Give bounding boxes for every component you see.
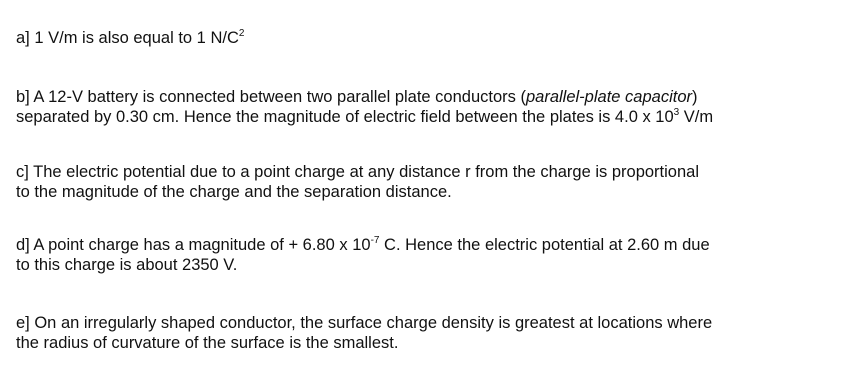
statement-a xyxy=(16,28,846,48)
statement-e-line-2: the radius of curvature of the surface is the smallest. xyxy=(16,334,399,352)
statement-d-line-1 xyxy=(16,235,846,255)
statement-b-line-2-unit: V/m xyxy=(679,108,714,126)
statement-b xyxy=(16,87,846,127)
statement-b-line-1-text: b] A 12-V battery is connected between two parallel plate conductors ( xyxy=(16,88,526,106)
statement-d-line-2: to this charge is about 2350 V. xyxy=(16,256,238,274)
statement-b-italic-term: parallel-plate capacitor xyxy=(525,88,692,106)
statement-c-line-1: c] The electric potential due to a point charge at any distance r from the charge is proportional xyxy=(16,163,700,181)
statement-b-line-1-close: ) xyxy=(692,88,698,106)
statement-e xyxy=(16,313,846,353)
statement-a-line-1 xyxy=(16,28,846,48)
statement-a-text: a] 1 V/m is also equal to 1 N/C xyxy=(16,29,239,47)
statement-c-line-2: to the magnitude of the charge and the separation distance. xyxy=(16,183,452,201)
statement-b-line-2-text: separated by 0.30 cm. Hence the magnitude of electric field between the plates is 4.0 x 10 xyxy=(16,108,674,126)
statement-d-superscript: -7 xyxy=(370,234,380,246)
statement-b-line-1 xyxy=(16,87,846,107)
statement-d-line-1-rest: C. Hence the electric potential at 2.60 m due xyxy=(379,236,710,254)
statement-a-superscript: 2 xyxy=(238,27,245,39)
statement-b-superscript: 3 xyxy=(673,106,680,118)
statement-b-line-2 xyxy=(16,107,846,127)
statement-e-line-1: e] On an irregularly shaped conductor, the surface charge density is greatest at locations where xyxy=(16,314,713,332)
statement-d xyxy=(16,235,846,275)
statement-d-line-1-text: d] A point charge has a magnitude of + 6.80 x 10 xyxy=(16,236,371,254)
statement-c xyxy=(16,162,846,202)
